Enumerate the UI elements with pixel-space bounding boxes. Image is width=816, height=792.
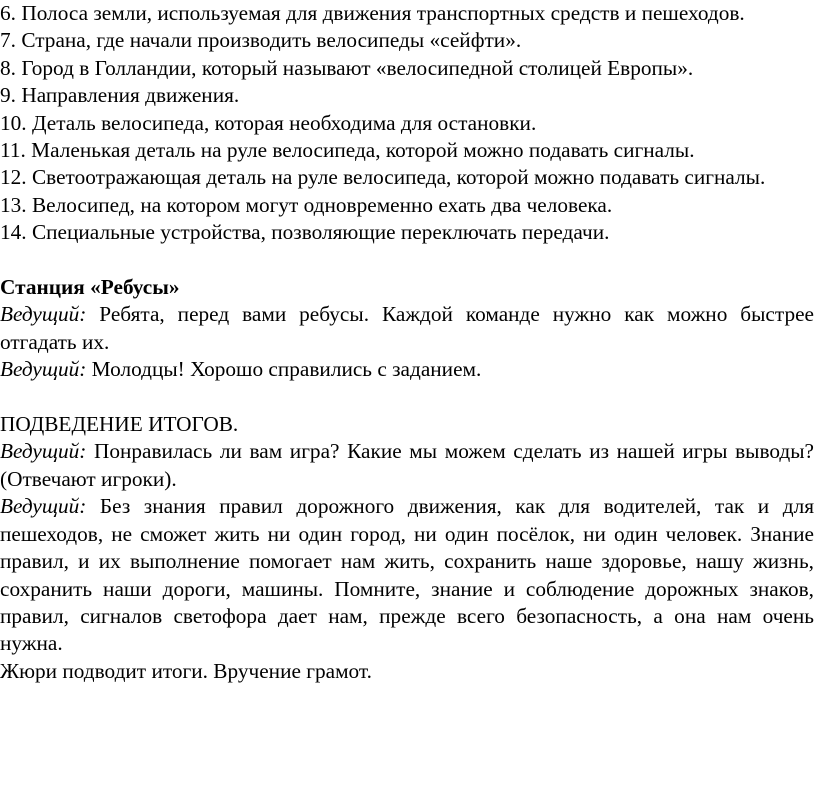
item-text: Специальные устройства, позволяющие переключать передачи. (31, 220, 610, 245)
item-text: Полоса земли, используемая для движения транспортных средств и пешеходов. (21, 1, 745, 25)
list-item (0, 0, 814, 27)
host-line (0, 301, 814, 356)
host-label: Ведущий: (0, 494, 87, 519)
item-text: Маленькая деталь на руле велосипеда, которой можно подавать сигналы. (31, 138, 695, 163)
host-line (0, 438, 814, 493)
item-number: 8. (0, 55, 16, 80)
station-heading: Станция «Ребусы» (0, 275, 180, 300)
list-item (0, 27, 814, 54)
item-text: Деталь велосипеда, которая необходима для остановки. (31, 110, 537, 135)
host-text: Молодцы! Хорошо справились с заданием. (91, 357, 482, 382)
item-number: 6. (0, 1, 16, 25)
item-text: Направления движения. (21, 83, 240, 108)
item-number: 11. (0, 138, 26, 163)
item-text: Светоотражающая деталь на руле велосипеда, которой можно подавать сигналы. (31, 165, 766, 190)
host-text: Ребята, перед вами ребусы. Каждой команде нужно как можно быстрее отгадать их. (0, 302, 814, 354)
list-item (0, 137, 814, 164)
host-line (0, 356, 814, 383)
item-number: 9. (0, 83, 16, 108)
list-item (0, 82, 814, 109)
host-line (0, 493, 814, 657)
list-item (0, 110, 814, 137)
paragraph-gap (0, 247, 814, 274)
list-item (0, 55, 814, 82)
item-text: Страна, где начали производить велосипеды «сейфти». (21, 28, 522, 53)
item-number: 13. (0, 192, 27, 217)
closing-line: Жюри подводит итоги. Вручение грамот. (0, 658, 372, 683)
list-item (0, 164, 814, 191)
host-label: Ведущий: (0, 302, 87, 327)
summary-heading: ПОДВЕДЕНИЕ ИТОГОВ. (0, 412, 239, 437)
list-item (0, 192, 814, 219)
host-label: Ведущий: (0, 439, 87, 464)
host-text: Без знания правил дорожного движения, как для водителей, так и для пешеходов, не сможет жить ни один город, ни один посёлок, ни один человек. Знание правил, и их выполнение помогает нам жить, сохранить наше здоровье, нашу жизнь, сохранить наши дороги, машины. Помните, знание и соблюдение дорожных знаков, правил, сигналов светофора дает нам, прежде всего безопасность, а она нам очень нужна. (0, 494, 815, 656)
item-number: 10. (0, 110, 27, 135)
item-number: 14. (0, 220, 27, 245)
item-text: Велосипед, на котором могут одновременно ехать два человека. (31, 192, 613, 217)
paragraph-gap (0, 384, 814, 411)
item-text: Город в Голландии, который называют «велосипедной столицей Европы». (21, 55, 694, 80)
list-item (0, 219, 814, 246)
host-text: Понравилась ли вам игра? Какие мы можем сделать из нашей игры выводы? (Отвечают игроки). (0, 439, 814, 491)
item-number: 7. (0, 28, 16, 53)
host-label: Ведущий: (0, 357, 87, 382)
item-number: 12. (0, 165, 27, 190)
